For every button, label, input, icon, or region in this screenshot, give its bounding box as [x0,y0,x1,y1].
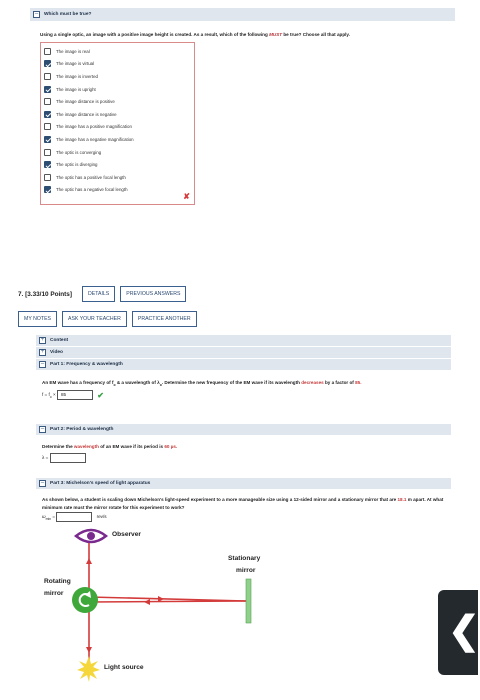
checkbox-checked[interactable] [44,60,51,67]
stationary-mirror-label-2: mirror [236,567,256,574]
checkbox-checked[interactable] [44,111,51,118]
choice-label: The optic is converging [56,149,102,155]
rotating-mirror-label-1: Rotating [44,578,71,585]
previous-answers-button[interactable]: PREVIOUS ANSWERS [120,286,186,302]
choice-label: The image is inverted [56,73,98,79]
checkbox-unchecked[interactable] [44,73,51,80]
light-beams [86,543,246,665]
choice-label: The image is virtual [56,61,95,67]
choice-item[interactable] [44,108,191,121]
choice-label: The optic is diverging [56,162,98,168]
checkbox-unchecked[interactable] [44,48,51,55]
part3-text-b: m apart. At what minimum rate must the mirror rotate for this experiment to work? [42,497,444,510]
rotating-mirror-label-2: mirror [44,590,64,597]
question-7-toolbar [18,311,202,327]
part1-text-c: . Determine the new frequency of the EM wave if its wavelength [161,380,302,385]
question-7-header [18,286,191,302]
choice-label: The optic has a negative focal length [56,187,128,193]
checkbox-checked[interactable] [44,86,51,93]
part1-bar[interactable] [36,359,451,370]
stationary-mirror-label-1: Stationary [228,555,261,562]
part1-title: Part 1: Frequency & wavelength [50,362,123,367]
light-source-sun-icon [77,656,100,682]
choice-item[interactable] [44,133,191,146]
choice-item[interactable] [44,95,191,108]
practice-another-button[interactable]: PRACTICE ANOTHER [132,311,197,327]
collapse-icon[interactable]: – [34,11,39,17]
collapse-icon[interactable]: – [40,361,45,367]
part1-factor: 85. [355,380,362,385]
question-text-end: be true? Choose all that apply. [282,32,350,37]
choice-item[interactable] [44,83,191,96]
part2-answer-row [42,453,457,463]
details-button[interactable]: DETAILS [82,286,115,302]
part1-text-d: by a factor of [323,380,356,385]
question-header-title: Which must be true? [44,12,92,17]
part3-title: Part 3: Michelson's speed of light apparatus [50,481,151,486]
content-title: Content [50,338,69,343]
choice-item[interactable] [44,158,191,171]
correct-check-icon: ✔ [97,390,104,400]
choice-label: The image has a negative magnification [56,136,134,142]
question-must: MUST [269,32,283,37]
content-section [36,335,451,370]
part2-section [36,424,451,435]
choice-label: The image is real [56,48,90,54]
choice-item[interactable] [44,45,191,58]
part1-body [42,379,447,402]
part3-text-a: As shown below, a student is scaling down Michelson's light-speed experiment to a more manageable size using a 12-sided mirror and a stationary mirror that are [42,497,398,502]
expand-icon[interactable]: + [40,349,45,355]
part2-bar[interactable] [36,424,451,435]
choice-item[interactable] [44,184,191,197]
choice-label: The optic has a positive focal length [56,174,126,180]
part1-answer-label: f = f [42,392,50,398]
side-panel-tab[interactable] [438,590,478,675]
part2-answer-input[interactable] [50,453,86,463]
choice-item[interactable] [44,58,191,71]
michelson-diagram-svg [36,525,336,695]
video-bar[interactable] [36,347,451,358]
part3-question [42,496,447,511]
question-header-bar[interactable] [30,8,455,21]
collapse-icon[interactable]: – [40,480,45,486]
checkbox-unchecked[interactable] [44,123,51,130]
part3-bar[interactable] [36,478,451,489]
part2-question [42,443,457,451]
part3-answer-row: $\omega_{min} = rev/s$ [42,512,447,524]
question-text-start: Using a single optic, an image with a positive image height is created. As a result, which of the following [40,32,270,37]
part1-text-b: & a wavelength of λ [115,380,160,385]
choice-label: The image has a positive magnification [56,124,132,130]
choice-item[interactable] [44,121,191,134]
part2-wavelength: wavelength [73,444,99,449]
part1-answer-input[interactable]: 85 [57,390,93,400]
content-bar[interactable] [36,335,451,346]
choice-item[interactable] [44,70,191,83]
part1-text-a: An EM wave has a frequency of f [42,380,114,385]
question-7-points: 7. [3.33/10 Points] [18,290,72,298]
part2-title: Part 2: Period & wavelength [50,427,114,432]
checkbox-checked[interactable] [44,136,51,143]
stationary-mirror [246,579,251,623]
part3-body [42,496,447,524]
part2-text-a: Determine the [42,444,74,449]
question-text [40,31,450,38]
expand-icon[interactable]: + [40,337,45,343]
choice-item[interactable] [44,171,191,184]
part2-period: 60 µs. [164,444,178,449]
part3-unit: rev/s [96,514,107,520]
choice-label: The image distance is positive [56,99,115,105]
my-notes-button[interactable]: MY NOTES [18,311,57,327]
choice-label: The image is upright [56,86,96,92]
chevron-left-icon: ❮ [448,610,480,652]
part1-answer-row: $f = f_o \times 85$ ✔ [42,390,104,400]
collapse-icon[interactable]: – [40,426,45,432]
part3-answer-input[interactable] [56,512,92,522]
checkbox-unchecked[interactable] [44,174,51,181]
video-title: Video [50,350,63,355]
incorrect-icon: ✘ [183,192,190,201]
part2-text-b: of an EM wave if its period is [98,444,165,449]
part1-decreases: decreases [301,380,324,385]
checkbox-checked[interactable] [44,161,51,168]
checkbox-unchecked[interactable] [44,98,51,105]
part1-question: An EM wave has a frequency of $f_o$ & a wavelength of $\lambda_o$. Determine the new frequency of the EM wave if its wavelength decreases by a factor of 85. [42,380,362,387]
checkbox-checked[interactable] [44,186,51,193]
michelson-diagram [36,525,336,695]
checkbox-unchecked[interactable] [44,149,51,156]
which-must-be-true-card [30,8,455,243]
part3-section [36,478,451,489]
light-source-label: Light source [104,664,144,671]
part3-distance: 18.1 [397,497,407,502]
part3-answer-label: ω [42,514,46,520]
choice-item[interactable] [44,146,191,159]
part2-answer-label: λ = [42,454,49,460]
rotating-mirror-icon [72,587,98,613]
observer-label: Observer [112,531,141,538]
choice-label: The image distance is negative [56,111,117,117]
part2-body [42,443,457,463]
ask-teacher-button[interactable]: ASK YOUR TEACHER [62,311,127,327]
observer-eye-icon [76,530,106,542]
choice-list [40,42,195,205]
